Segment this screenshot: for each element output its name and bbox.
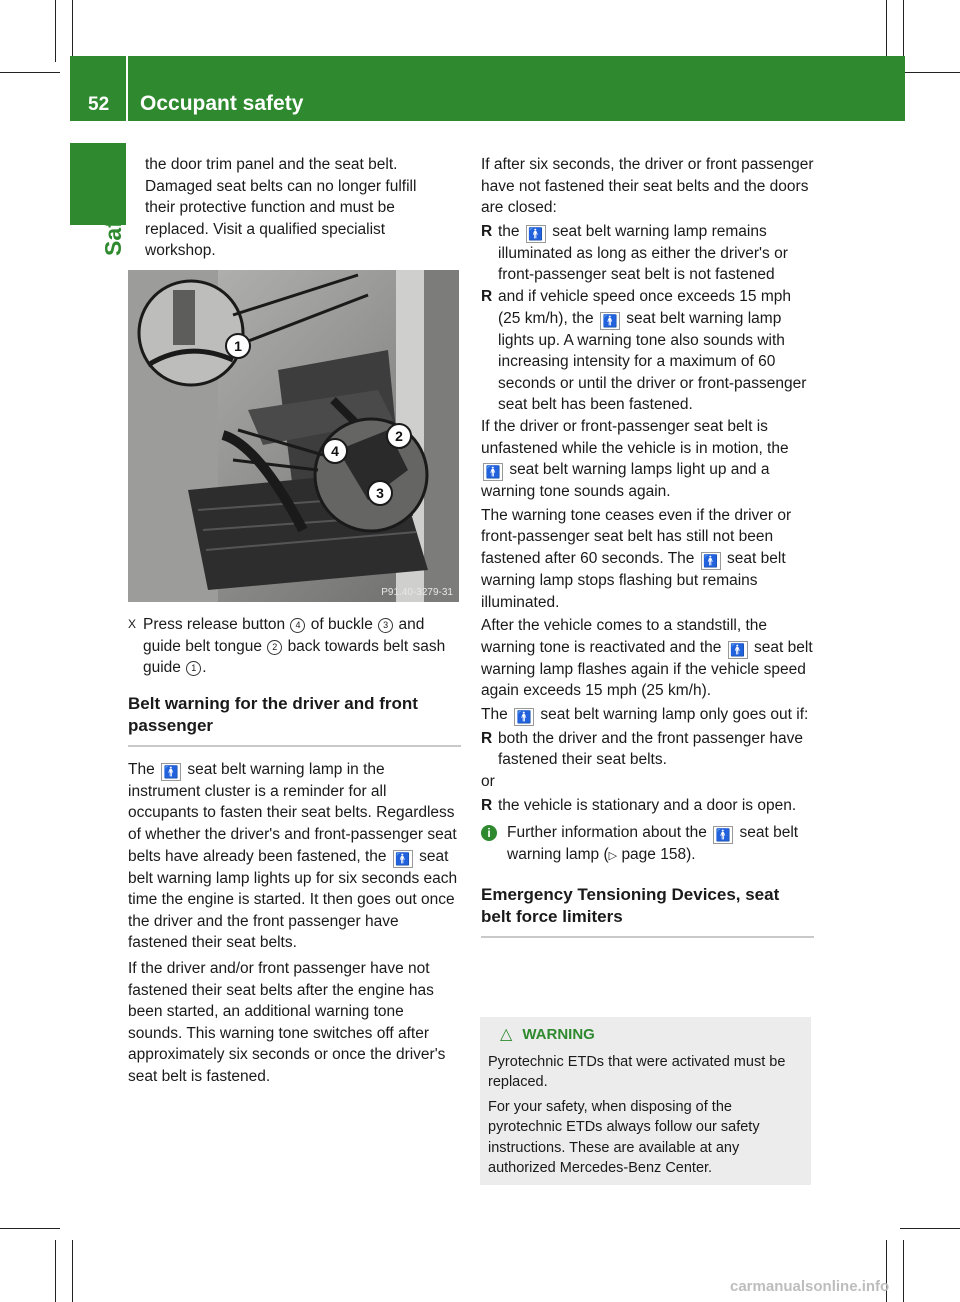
callout-ref-4: 4 [290, 618, 305, 633]
seat-belt-warning-icon: 🚹 [483, 463, 503, 481]
seat-illustration [128, 270, 459, 602]
callout-3: 3 [376, 485, 384, 501]
bullet-item [481, 795, 814, 817]
step-text: and guide belt tongue [143, 616, 425, 655]
text: the vehicle is stationary and a door is open. [498, 796, 797, 814]
crop-mark [886, 0, 887, 62]
crop-mark [900, 1228, 960, 1229]
crop-mark [55, 1240, 56, 1302]
callout-ref-3: 3 [378, 618, 393, 633]
paragraph [481, 416, 814, 503]
crop-mark [903, 0, 904, 62]
section-rule [128, 745, 461, 747]
text: and if vehicle speed once exceeds 15 mph (25 km/h), the [498, 287, 791, 327]
bullet-marker: R [481, 729, 493, 747]
text: seat belt warning lamp flashes again if the vehicle speed again exceeds 15 mph (25 km/h). [481, 638, 813, 700]
crop-mark [0, 72, 60, 73]
callout-ref-2: 2 [267, 640, 282, 655]
seat-belt-warning-icon: 🚹 [728, 641, 748, 659]
right-column-body [481, 154, 814, 938]
text: Further information about the [507, 824, 707, 842]
crop-mark [72, 1240, 73, 1302]
step-marker: X [128, 617, 137, 631]
text: If the driver or front-passenger seat belt is unfastened while the vehicle is in motion, the [481, 417, 789, 457]
text: both the driver and the front passenger have fastened their seat belts. [498, 729, 804, 769]
crop-mark [903, 1240, 904, 1302]
paragraph: If after six seconds, the driver or front passenger have not fastened their seat belts and the doors are closed: [481, 156, 814, 217]
text: seat belt warning lamp only goes out if: [540, 705, 809, 723]
seat-belt-warning-icon: 🚹 [514, 708, 534, 726]
left-column-body [128, 614, 461, 1090]
seat-belt-warning-icon: 🚹 [393, 850, 413, 868]
bullet-item [481, 286, 814, 416]
text: The [128, 760, 155, 778]
intro-line: the door trim panel and the seat belt. [145, 156, 398, 173]
instruction-step [128, 614, 461, 679]
text: seat belt warning lamp lights up for six seconds each time the engine is started. It then goes out once the driver and the front passenger have fastened their seat belts. [128, 847, 458, 952]
text: After the vehicle comes to a standstill, the warning tone is reactivated and the [481, 617, 768, 656]
text: the [498, 222, 520, 240]
seat-belt-warning-icon: 🚹 [713, 826, 733, 844]
page-ref-link[interactable]: page 158). [621, 846, 696, 864]
warning-triangle-icon: △ [500, 1026, 513, 1043]
page-number: 52 [88, 94, 110, 115]
step-text: . [202, 659, 207, 677]
watermark: carmanualsonline.info [730, 1278, 890, 1295]
warning-title: WARNING [522, 1026, 595, 1043]
section-heading: Belt warning for the driver and front passenger [128, 693, 418, 735]
seat-belt-warning-icon: 🚹 [161, 763, 181, 781]
page-ref-arrow-icon: ▷ [608, 850, 618, 863]
warning-header [488, 1025, 801, 1046]
section-heading: Emergency Tensioning Devices, seat belt force limiters [481, 884, 780, 926]
callout-ref-1: 1 [186, 661, 201, 676]
callout-2: 2 [395, 428, 403, 444]
text: seat belt warning lamp ( [507, 824, 799, 864]
text: seat belt warning lamp lights up. A warning tone also sounds with increasing intensity for a maximum of 60 seconds or until the driver or front-passenger seat belt has been fastened. [498, 309, 807, 414]
text: seat belt warning lamp in the instrument cluster is a reminder for all occupants to fasten their seat belts. Regardless of whether the driver's and front-passenger seat belts have already been fastened, the [128, 760, 457, 865]
warning-text: Pyrotechnic ETDs that were activated must be replaced. [488, 1053, 786, 1090]
paragraph [481, 704, 814, 726]
text: The warning tone ceases even if the driver or front-passenger seat belt has still not been fastened after 60 seconds. The [481, 506, 792, 567]
bullet-marker: R [481, 222, 493, 240]
page-title: Occupant safety [140, 92, 304, 115]
seat-belt-warning-icon: 🚹 [701, 552, 721, 570]
intro-line: their protective function and must be [145, 199, 395, 217]
step-text: of buckle [310, 616, 373, 633]
bullet-item [481, 221, 814, 286]
bullet-item [481, 728, 814, 771]
paragraph [481, 505, 814, 613]
intro-line: Damaged seat belts can no longer fulfill [145, 177, 417, 195]
text: seat belt warning lamp remains illuminated as long as either the driver's or front-passenger seat belt is not fastened [498, 222, 788, 284]
paragraph [481, 615, 814, 702]
text: seat belt warning lamp stops flashing but remains illuminated. [481, 549, 786, 611]
info-note [481, 822, 814, 868]
step-text: back towards belt sash guide [143, 637, 446, 677]
crop-mark [900, 72, 960, 73]
callout-4: 4 [331, 443, 339, 459]
crop-mark [72, 0, 73, 62]
left-column-intro [145, 154, 465, 262]
crop-mark [0, 1228, 60, 1229]
text: seat belt warning lamps light up and a warning tone sounds again. [481, 461, 770, 501]
step-text: Press release button [143, 616, 286, 633]
intro-line: replaced. Visit a qualified specialist [145, 220, 386, 238]
paragraph: or [481, 773, 495, 791]
section-tab-label: Safety [100, 186, 126, 256]
seat-belt-warning-icon: 🚹 [600, 312, 620, 330]
seat-belt-photo [128, 270, 459, 602]
header-divider [126, 56, 128, 121]
callout-1: 1 [234, 338, 242, 354]
paragraph [128, 759, 461, 954]
warning-text: For your safety, when disposing of the pyrotechnic ETDs always follow our safety instructions. These are available at any authorized Mercedes-Benz Center. [488, 1098, 760, 1176]
crop-mark [55, 0, 56, 62]
bullet-marker: R [481, 287, 493, 305]
paragraph: If the driver and/or front passenger have not fastened their seat belts after the engine has been started, an additional warning tone sounds. This warning tone switches off after approximately six seconds or once the driver's seat belt is fastened. [128, 959, 446, 1085]
bullet-marker: R [481, 796, 493, 814]
photo-code: P91.40-3279-31 [381, 587, 453, 598]
seat-belt-warning-icon: 🚹 [526, 225, 546, 243]
intro-line: workshop. [145, 242, 216, 260]
warning-box [480, 1017, 811, 1185]
section-rule [481, 936, 814, 938]
text: The [481, 705, 508, 723]
info-icon: i [481, 825, 497, 841]
page-header [70, 56, 905, 121]
